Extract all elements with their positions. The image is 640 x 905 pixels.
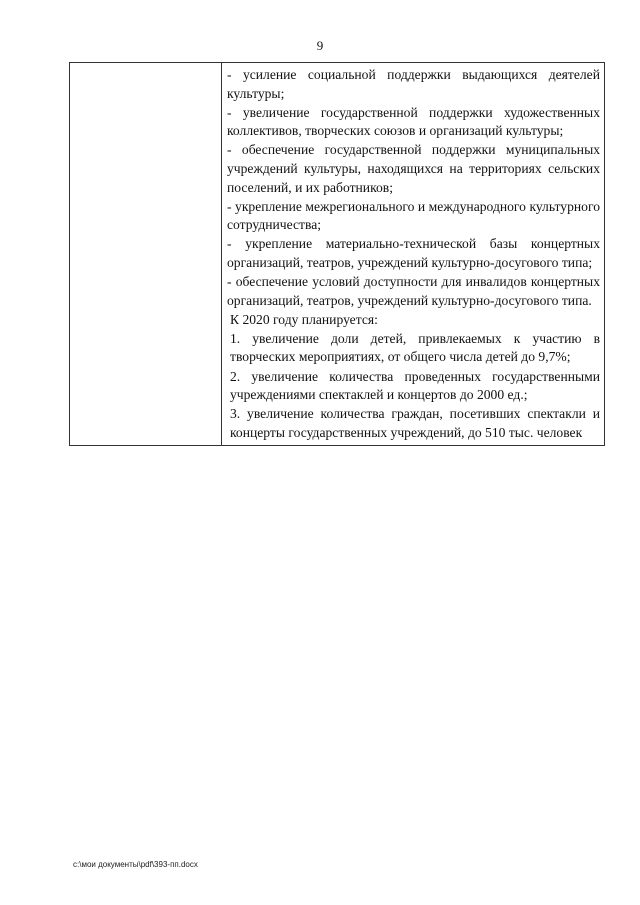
list-item: - обеспечение государственной поддержки муниципальных учреждений культуры, находящихся на территориях сельских поселений, и их работников; xyxy=(227,142,600,195)
table-row xyxy=(70,63,605,446)
list-item: 3. увеличение количества граждан, посетивших спектакли и концерты государственных учреждений, до 510 тыс. человек xyxy=(230,406,600,440)
list-item: 1. увеличение доли детей, привлекаемых к участию в творческих мероприятиях, от общего числа детей до 9,7%; xyxy=(230,330,600,365)
list-item: - укрепление материально-технической базы концертных организаций, театров, учреждений культурно-досугового типа; xyxy=(227,236,600,270)
right-cell xyxy=(222,63,605,446)
page-number: 9 xyxy=(316,38,324,53)
footer-file-path: c:\мои документы\pdf\393-пп.docx xyxy=(73,860,198,869)
content-table xyxy=(69,62,605,446)
list-item: - увеличение государственной поддержки художественных коллективов, творческих союзов и организаций культуры; xyxy=(227,104,600,139)
list-item: - обеспечение условий доступности для инвалидов концертных организаций, театров, учреждений культурно-досугового типа. xyxy=(227,274,600,308)
list-item: - укрепление межрегионального и международного культурного сотрудничества; xyxy=(227,198,600,233)
list-item: - усиление социальной поддержки выдающихся деятелей культуры; xyxy=(227,67,600,101)
left-cell xyxy=(70,63,222,446)
plan-heading: К 2020 году планируется: xyxy=(230,311,378,327)
list-item: 2. увеличение количества проведенных государственными учреждениями спектаклей и концертов до 2000 ед.; xyxy=(230,368,600,403)
